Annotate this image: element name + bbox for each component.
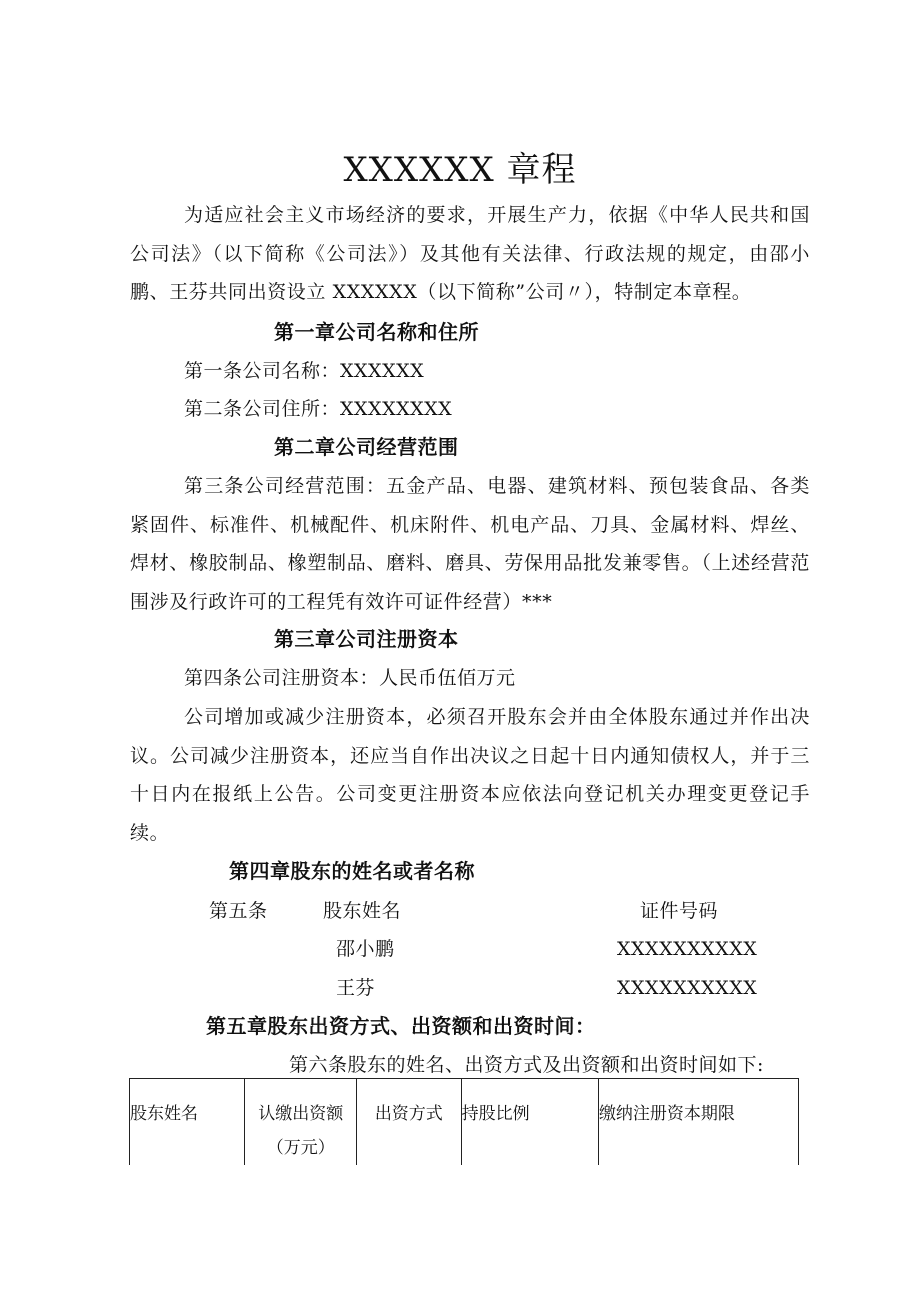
document-title: XXXXXX 章程 bbox=[343, 150, 577, 190]
chapter-3-heading: 第三章公司注册资本 bbox=[274, 627, 459, 651]
article-6: 第六条股东的姓名、出资方式及出资额和出资时间如下: bbox=[289, 1054, 764, 1076]
table-header-row bbox=[130, 1079, 799, 1166]
chapter-4-heading: 第四章股东的姓名或者名称 bbox=[229, 859, 475, 883]
article-1: 第一条公司名称：XXXXXX bbox=[184, 360, 425, 382]
article-2: 第二条公司住所：XXXXXXXX bbox=[184, 398, 453, 420]
chapter-1-heading: 第一章公司名称和住所 bbox=[274, 320, 479, 344]
shareholder-2-name: 王芬 bbox=[336, 977, 376, 999]
id-number-header: 证件号码 bbox=[640, 900, 719, 922]
header-contribution-method: 出资方式 bbox=[357, 1079, 462, 1166]
header-payment-deadline: 缴纳注册资本期限 bbox=[598, 1079, 798, 1166]
shareholder-name-header: 股东姓名 bbox=[323, 900, 402, 922]
article-3: 第三条公司经营范围：五金产品、电器、建筑材料、预包装食品、各类紧固件、标准件、机械配件、机床附件、机电产品、刀具、金属材料、焊丝、焊材、橡胶制品、橡塑制品、磨料、磨具、劳保用品批发兼零售。（上述经营范围涉及行政许可的工程凭有效许可证件经营）*** bbox=[130, 475, 810, 613]
capital-change-paragraph: 公司增加或减少注册资本，必须召开股东会并由全体股东通过并作出决议。公司减少注册资本，还应当自作出决议之日起十日内通知债权人，并于三十日内在报纸上公告。公司变更注册资本应依法向登记机关办理变更登记手续。 bbox=[130, 706, 810, 844]
chapter-5-heading: 第五章股东出资方式、出资额和出资时间： bbox=[206, 1014, 596, 1038]
shareholder-1-name: 邵小鹏 bbox=[336, 938, 395, 960]
shareholder-1-id: XXXXXXXXXX bbox=[617, 938, 758, 960]
header-subscribed-amount bbox=[245, 1079, 357, 1166]
header-shareholding-ratio: 持股比例 bbox=[461, 1079, 598, 1166]
preamble-paragraph: 为适应社会主义市场经济的要求，开展生产力，依据《中华人民共和国公司法》（以下简称《公司法》）及其他有关法律、行政法规的规定，由邵小鹏、王芬共同出资设立 XXXXXX（以下简称”公司〃），特制定本章程。 bbox=[130, 204, 810, 303]
article-4: 第四条公司注册资本：人民币伍佰万元 bbox=[184, 667, 516, 689]
shareholder-2-id: XXXXXXXXXX bbox=[617, 977, 758, 999]
header-shareholder-name: 股东姓名 bbox=[130, 1079, 245, 1166]
chapter-2-heading: 第二章公司经营范围 bbox=[274, 435, 459, 459]
header-subscribed-amount-line1: 认缴出资额 bbox=[258, 1104, 344, 1124]
capital-contribution-table bbox=[129, 1078, 799, 1165]
header-subscribed-amount-line2: （万元） bbox=[266, 1138, 335, 1158]
article-5-label: 第五条 bbox=[209, 900, 268, 922]
